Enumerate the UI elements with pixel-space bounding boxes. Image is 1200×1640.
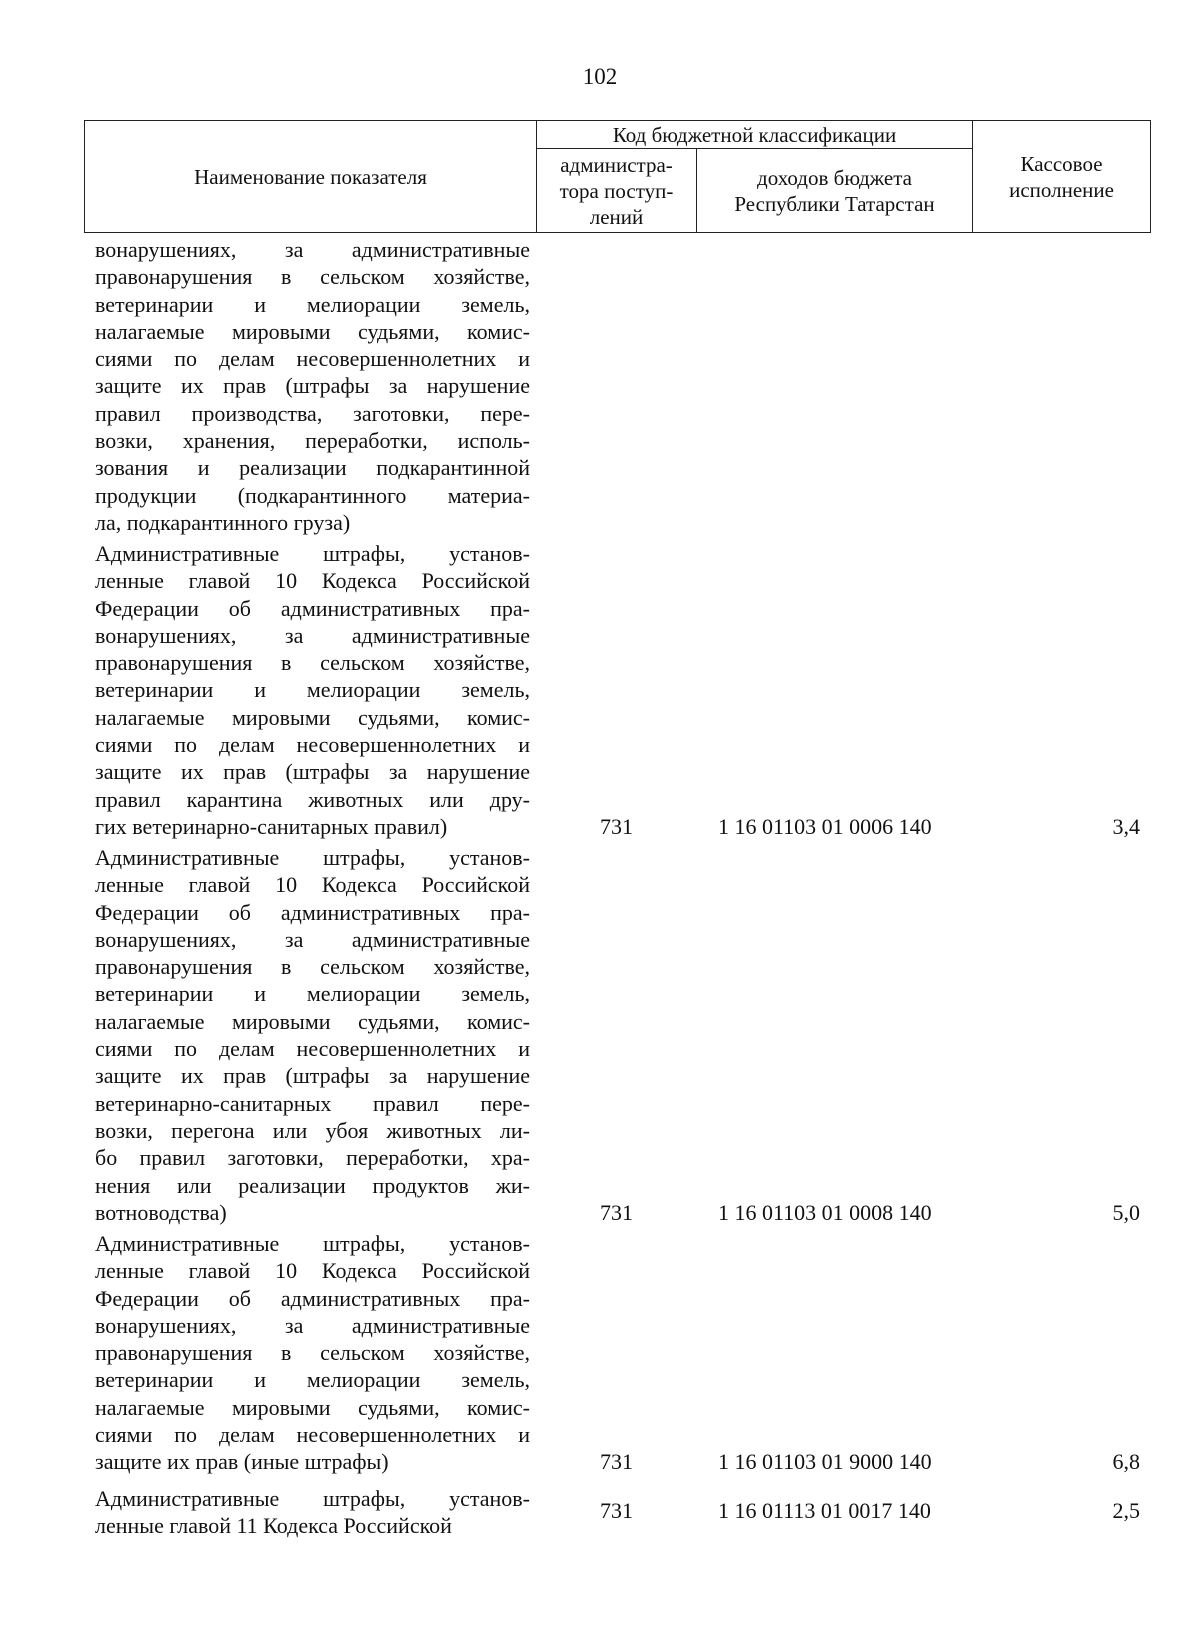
row-name-line: вонарушениях, за административные [95, 237, 530, 262]
row-name-line: ветеринарии и мелиорации земель, [95, 981, 530, 1007]
row-name-line: ленные главой 10 Кодекса Российской [95, 872, 530, 898]
row-name-line: бо правил заготовки, переработки, хра- [95, 1145, 530, 1171]
row-name-line: вонарушениях, за административные [95, 622, 530, 648]
page-number: 102 [582, 64, 618, 89]
row-name-text [95, 844, 530, 1226]
header-name-column: Наименование показателя [85, 121, 537, 233]
row-name-line: ветеринарии и мелиорации земель, [95, 677, 530, 703]
header-exec-line: исполнение [1009, 177, 1114, 202]
row-amount: 6,8 [1112, 1449, 1140, 1475]
row-name-line: правонарушения в сельском хозяйстве, [95, 1340, 530, 1366]
header-admin-line: лений [589, 204, 644, 229]
header-admin-column [537, 149, 697, 233]
header-income-line: Республики Татарстан [734, 191, 935, 216]
row-income-code: 1 16 01113 01 0017 140 [718, 1498, 931, 1523]
row-name-line: вонарушениях, за административные [95, 926, 530, 952]
row-name-line: правонарушения в сельском хозяйстве, [95, 264, 530, 290]
row-name-line: возки, перегона или убоя животных ли- [95, 1117, 530, 1143]
row-name-line: правил производства, заготовки, пере- [95, 400, 530, 426]
header-income-column [697, 149, 973, 233]
row-name-text [95, 1230, 530, 1476]
row-name-line: Административные штрафы, установ- [95, 1486, 530, 1511]
row-name-line: защите их прав (штрафы за нарушение [95, 1063, 530, 1089]
header-admin-line: тора поступ- [559, 178, 674, 203]
header-admin-line: администра- [560, 152, 673, 177]
row-admin-code: 731 [600, 1449, 633, 1475]
header-code-group: Код бюджетной классификации [537, 121, 973, 149]
row-name-line: сиями по делам несовершеннолетних и [95, 1036, 530, 1062]
row-name-line: сиями по делам несовершеннолетних и [95, 346, 530, 372]
row-name-line: защите их прав (иные штрафы) [95, 1449, 389, 1475]
row-admin-code: 731 [600, 1199, 633, 1225]
row-name-line: налагаемые мировыми судьями, комис- [95, 704, 530, 730]
table-header [84, 120, 1151, 233]
row-name-line: налагаемые мировыми судьями, комис- [95, 1394, 530, 1420]
row-name-line: продукции (подкарантинного материа- [95, 482, 530, 508]
row-admin-code: 731 [600, 814, 633, 839]
header-execution-column [973, 121, 1151, 233]
header-exec-line: Кассовое [1020, 151, 1103, 176]
row-name-text [95, 236, 530, 536]
row-name-line: ла, подкарантинного груза) [95, 509, 351, 535]
row-name-line: ленные главой 11 Кодекса Российской [95, 1513, 452, 1539]
row-name-line: нения или реализации продуктов жи- [95, 1172, 530, 1198]
header-income-line: доходов бюджета [757, 165, 912, 190]
row-name-line: вотноводства) [95, 1199, 227, 1225]
row-name-line: налагаемые мировыми судьями, комис- [95, 318, 530, 344]
row-amount: 3,4 [1112, 814, 1140, 839]
row-name-text [95, 1485, 530, 1540]
row-admin-code: 731 [600, 1498, 633, 1523]
row-amount: 5,0 [1112, 1199, 1140, 1225]
row-name-line: правонарушения в сельском хозяйстве, [95, 650, 530, 676]
row-name-line: защите их прав (штрафы за нарушение [95, 373, 530, 399]
row-income-code: 1 16 01103 01 0006 140 [718, 814, 932, 839]
row-name-line: возки, хранения, переработки, исполь- [95, 428, 530, 454]
row-name-line: Федерации об административных пра- [95, 595, 530, 621]
row-name-line: сиями по делам несовершеннолетних и [95, 1422, 530, 1448]
row-name-line: вонарушениях, за административные [95, 1312, 530, 1338]
row-name-line: налагаемые мировыми судьями, комис- [95, 1008, 530, 1034]
row-name-line: сиями по делам несовершеннолетних и [95, 732, 530, 758]
row-name-line: зования и реализации подкарантинной [95, 455, 530, 481]
row-name-line: Административные штрафы, установ- [95, 1231, 530, 1256]
row-name-line: ветеринарно-санитарных правил пере- [95, 1090, 530, 1116]
row-amount: 2,5 [1112, 1498, 1140, 1523]
row-income-code: 1 16 01103 01 0008 140 [718, 1199, 932, 1225]
row-name-line: защите их прав (штрафы за нарушение [95, 759, 530, 785]
row-name-line: ленные главой 10 Кодекса Российской [95, 1258, 530, 1284]
row-name-text [95, 540, 530, 840]
row-name-line: ветеринарии и мелиорации земель, [95, 291, 530, 317]
row-name-line: Федерации об административных пра- [95, 899, 530, 925]
row-name-line: ветеринарии и мелиорации земель, [95, 1367, 530, 1393]
row-income-code: 1 16 01103 01 9000 140 [718, 1449, 932, 1475]
row-name-line: правил карантина животных или дру- [95, 786, 530, 812]
row-name-line: Федерации об административных пра- [95, 1285, 530, 1311]
row-name-line: гих ветеринарно-санитарных правил) [95, 813, 448, 839]
row-name-line: ленные главой 10 Кодекса Российской [95, 568, 530, 594]
row-name-line: Административные штрафы, установ- [95, 541, 530, 566]
row-name-line: правонарушения в сельском хозяйстве, [95, 954, 530, 980]
row-name-line: Административные штрафы, установ- [95, 845, 530, 870]
